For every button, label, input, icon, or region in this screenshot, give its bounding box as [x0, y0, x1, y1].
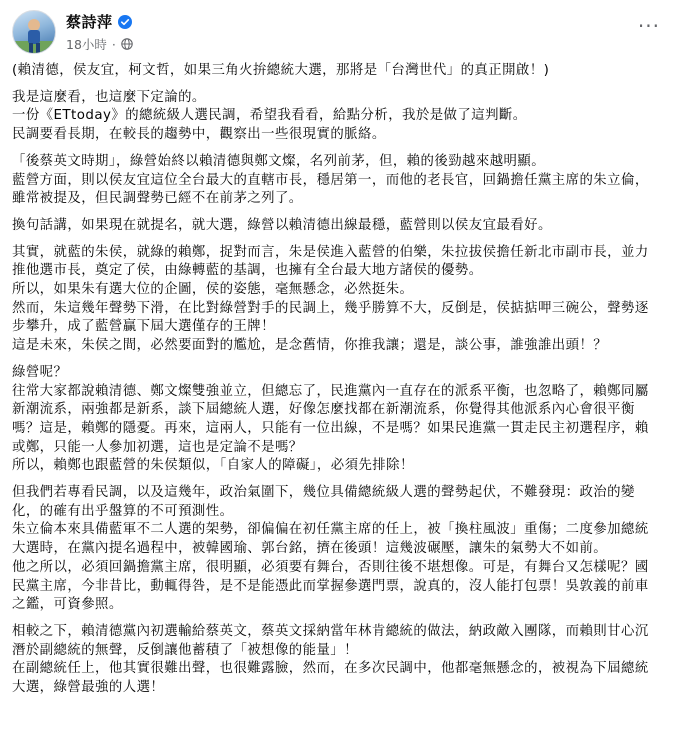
avatar[interactable]	[12, 10, 56, 54]
post-paragraph: (賴清德，侯友宜，柯文哲，如果三角火拚總統大選，那將是「台灣世代」的真正開啟！)	[12, 63, 550, 78]
more-options-button[interactable]: ···	[637, 14, 660, 38]
post-header	[12, 10, 133, 54]
post-paragraph: 換句話講，如果現在就提名，就大選，綠營以賴清德出線最穩，藍營則以侯友宜最看好。	[12, 217, 552, 233]
post-paragraph: 「後蔡英文時期」，綠營始終以賴清德與鄭文燦，名列前茅，但，賴的後勁越來越明顯。 藍營方面，則以侯友宜這位全台最大的直轄市長，穩居第一，而他的老長官，回鍋擔任黨主席的朱立倫，雖常被提及，但民調聲勢已經不在前茅之列了。	[12, 153, 649, 207]
post-body	[12, 62, 662, 706]
verified-badge-icon	[118, 15, 132, 29]
post-paragraph: 但我們若專看民調，以及這幾年，政治氣圍下，幾位具備總統級人選的聲勢起伏，不難發現：政治的變化，的確有出乎盤算的不可預測性。 朱立倫本來具備藍軍不二人選的架勢，卻偏偏在初任黨主席的任上，被「換柱風波」重傷；二度參加總統大選時，在黨內提名過程中，被韓國瑜、郭台銘，擠在後頭！這幾波碾壓，讓朱的氣勢大不如前。 他之所以，必須回鍋擔黨主席，很明顯，必須要有舞台，否則往後不堪想像。可是，有舞台又怎樣呢？國民黨主席，今非昔比，動輒得咎，是不是能憑此而掌握參選門票，說真的，沒人能打包票！吳敦義的前車之鑑，可資參照。	[12, 485, 649, 613]
globe-icon	[121, 38, 133, 50]
avatar-photo	[13, 11, 56, 54]
post-paragraph: 我是這麼看，也這麼下定論的。 一份《ETtoday》的總統級人選民調，希望我看看，給點分析，我於是做了這判斷。 民調要看長期，在較長的趨勢中，觀察出一些很現實的脈絡。	[12, 89, 527, 143]
post-paragraph: 相較之下，賴清德黨內初選輸給蔡英文，蔡英文採納當年林肯總統的做法，納政敵入團隊，而賴則甘心沉潛於副總統的無聲，反倒讓他蓄積了「被想像的能量」！ 在副總統任上，他其實很難出聲，也很難露臉，然而，在多次民調中，他都毫無懸念的，被視為下屆總統大選，綠營最強的人選！	[12, 623, 649, 696]
post-paragraph: 其實，就藍的朱侯，就綠的賴鄭，捉對而言，朱是侯進入藍營的伯樂，朱拉拔侯擔任新北市副市長，並力推他選市長，奠定了侯，由綠轉藍的基調，也擁有全台最大地方諸侯的優勢。 所以，如果朱有選大位的企圖，侯的姿態，毫無懸念，必然挺朱。 然而，朱這幾年聲勢下滑，在比對綠營對手的民調上，幾乎勝算不大，反倒是，侯掂掂呷三碗公，聲勢逐步攀升，成了藍營贏下屆大選僅存的王牌！ 這是未來，朱侯之間，必然要面對的尷尬，是念舊情，你推我讓；還是，談公事，誰強誰出頭！？	[12, 244, 649, 354]
separator-dot: ·	[111, 36, 116, 52]
author-name[interactable]: 蔡詩萍	[66, 13, 113, 31]
post-timestamp[interactable]: 18小時	[66, 37, 107, 52]
post-paragraph: 綠營呢？ 往常大家都說賴清德、鄭文燦雙強並立，但總忘了，民進黨內一直存在的派系平衡，也忽略了，賴鄭同屬新潮流系，兩強都是新系，談下屆總統人選，好像怎麼找都在新潮流系，你覺得其他派系內心會很平衡嗎？這是，賴鄭的隱憂。再來，這兩人，只能有一位出線，不是嗎？如果民進黨一貫走民主初選程序，賴或鄭，只能一人參加初選，這也是定論不是嗎？ 所以，賴鄭也跟藍營的朱侯類似，「自家人的障礙」，必須先排除！	[12, 364, 649, 474]
